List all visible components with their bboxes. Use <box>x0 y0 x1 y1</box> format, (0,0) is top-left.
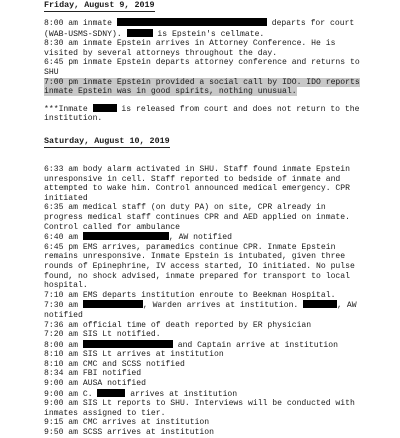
entry-text: 6:33 am body alarm activated in SHU. Staff found inmate Epstein unresponsive in cell. Staff reported to bedside of inmate and attempted to wake him. Control announced medical emergency. CPR initiated <box>44 165 350 203</box>
entry-text: ***Inmate <box>44 104 93 114</box>
entry-text: , AW notified <box>168 233 233 243</box>
redaction-bar <box>93 104 117 112</box>
log-entry <box>44 399 388 418</box>
entry-text: 8:00 am inmate <box>44 19 117 28</box>
log-entry <box>44 78 388 97</box>
entry-text: 8:10 am SIS Lt arrives at institution <box>44 350 224 360</box>
entry-text: is Epstein's cellmate. <box>152 29 265 39</box>
entry-text: 6:45 pm inmate Epstein departs attorney conference and returns to SHU <box>44 58 360 77</box>
log-entry <box>44 369 388 379</box>
entry-text: 7:10 am EMS departs institution enroute to Beekman Hospital. <box>44 290 336 300</box>
redaction-bar <box>303 300 337 308</box>
entry-text: 7:00 pm inmate Epstein provided a social call by IDO. IDO reports inmate Epstein was in good spirits, nothing unusual. <box>44 77 360 97</box>
log-entry <box>44 379 388 389</box>
log-entry <box>44 232 388 243</box>
redaction-bar <box>83 300 143 308</box>
log-entry <box>44 243 388 291</box>
entry-text: 9:15 am CMC arrives at institution <box>44 418 210 428</box>
log-entry <box>44 389 388 400</box>
log-entry <box>44 58 388 77</box>
entry-text: 8:00 am <box>44 340 83 350</box>
entry-text: is released from court and does not return to the institution. <box>44 104 360 124</box>
redaction-bar <box>83 232 169 240</box>
spacer <box>44 97 388 104</box>
redaction-bar <box>97 389 125 397</box>
entry-text: 7:36 am official time of death reported by ER physician <box>44 320 312 330</box>
entry-text: 6:45 pm EMS arrives, paramedics continue CPR. Inmate Epstein remains unresponsive. Inmate Epstein is intubated, given three rounds of Epinephrine, IV access started, IO initiated. No pulse found, no shock advised, inmate prepared for transport to local hospital. <box>44 242 355 291</box>
entry-text: 6:35 am medical staff (on duty PA) on site, CPR already in progress medical staff continues CPR and AED applied on inmate. Control called for ambulance <box>44 203 350 232</box>
entry-text: , AW notified <box>44 301 362 320</box>
entry-text: 8:10 am CMC and SCSS notified <box>44 359 185 369</box>
highlighted-text <box>44 78 360 97</box>
log-entry <box>44 300 388 320</box>
redaction-bar <box>127 29 153 37</box>
log-entry <box>44 203 388 232</box>
entry-text: arrives at institution <box>125 389 238 399</box>
log-entry <box>44 18 388 39</box>
log-entry <box>44 291 388 301</box>
log-entry <box>44 39 388 58</box>
entry-text: 7:30 am <box>44 301 83 311</box>
entry-text: , Warden arrives at institution. <box>142 301 304 311</box>
entry-text: 9:00 am AUSA notified <box>44 379 146 389</box>
entry-text: and Captain arrive at institution <box>172 340 338 350</box>
log-entry <box>44 428 388 438</box>
log-entry <box>44 165 388 203</box>
entry-text: 7:20 am SIS Lt notified. <box>44 330 161 340</box>
date-heading-aug-9: Friday, August 9, 2019 <box>44 0 155 10</box>
log-entry <box>44 350 388 360</box>
log-entry <box>44 321 388 331</box>
log-entry <box>44 360 388 370</box>
date-heading-aug-10: Saturday, August 10, 2019 <box>44 136 170 146</box>
redaction-bar <box>117 18 267 26</box>
log-entry <box>44 418 388 428</box>
entry-text: 9:50 am SCSS arrives at institution <box>44 428 214 438</box>
entry-text: 6:40 am <box>44 233 83 243</box>
log-aug-9 <box>44 18 388 124</box>
entry-text: 8:34 am FBI notified <box>44 369 142 379</box>
entry-text: 9:00 am C. <box>44 389 98 399</box>
log-entry <box>44 340 388 351</box>
log-aug-10 <box>44 165 388 438</box>
log-entry <box>44 330 388 340</box>
entry-text: 8:30 am inmate Epstein arrives in Attorney Conference. He is visited by several attorneys throughout the day. <box>44 39 336 58</box>
redaction-bar <box>83 340 173 348</box>
log-entry <box>44 104 388 124</box>
entry-text: departs for court (WAB-USMS-SDNY). <box>44 19 355 39</box>
entry-text: 9:00 am SIS Lt reports to SHU. Interviews will be conducted with inmates assigned to tier. <box>44 399 355 418</box>
